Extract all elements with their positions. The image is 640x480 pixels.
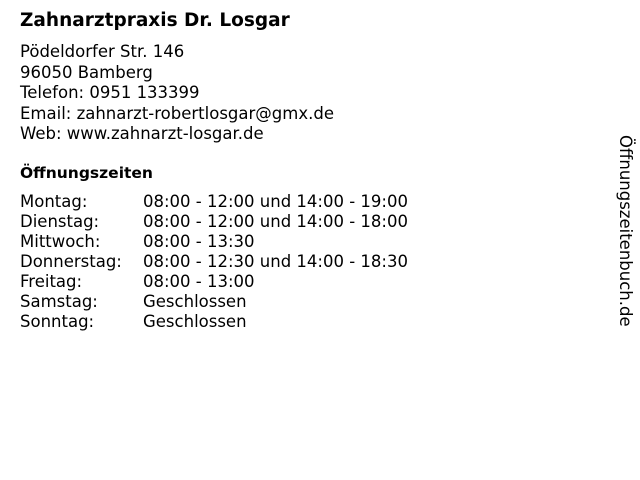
day-label: Samstag:: [20, 291, 98, 311]
day-label: Montag:: [20, 191, 88, 211]
day-label: Donnerstag:: [20, 251, 122, 271]
brand-watermark: Öffnungszeitenbuch.de: [616, 135, 635, 327]
day-label: Sonntag:: [20, 311, 95, 331]
practice-name: Zahnarztpraxis Dr. Losgar: [20, 10, 290, 31]
website-line: Web: www.zahnarzt-losgar.de: [20, 124, 264, 143]
time-value: Geschlossen: [143, 291, 247, 311]
hours-row-thursday: [20, 252, 408, 272]
address-block: [20, 42, 580, 145]
practice-card: [20, 9, 580, 332]
hours-row-tuesday: [20, 212, 408, 232]
email-line: Email: zahnarzt-robertlosgar@gmx.de: [20, 103, 334, 123]
time-value: 08:00 - 12:00 und 14:00 - 19:00: [143, 191, 408, 211]
time-value: 08:00 - 12:00 und 14:00 - 18:00: [143, 211, 408, 231]
day-label: Mittwoch:: [20, 231, 101, 251]
time-value: 08:00 - 13:00: [143, 271, 255, 291]
day-label: Dienstag:: [20, 211, 100, 231]
opening-hours-table: [20, 192, 408, 332]
hours-row-wednesday: [20, 232, 408, 252]
phone-line: Telefon: 0951 133399: [20, 83, 200, 102]
city-line: 96050 Bamberg: [20, 62, 153, 82]
opening-hours-heading: Öffnungszeiten: [20, 163, 153, 182]
time-value: Geschlossen: [143, 311, 247, 331]
time-value: 08:00 - 13:30: [143, 231, 255, 251]
hours-row-monday: [20, 192, 408, 212]
hours-row-saturday: [20, 292, 408, 312]
day-label: Freitag:: [20, 271, 83, 291]
time-value: 08:00 - 12:30 und 14:00 - 18:30: [143, 251, 408, 271]
hours-row-friday: [20, 272, 408, 292]
street-line: Pödeldorfer Str. 146: [20, 42, 185, 61]
hours-row-sunday: [20, 312, 408, 332]
